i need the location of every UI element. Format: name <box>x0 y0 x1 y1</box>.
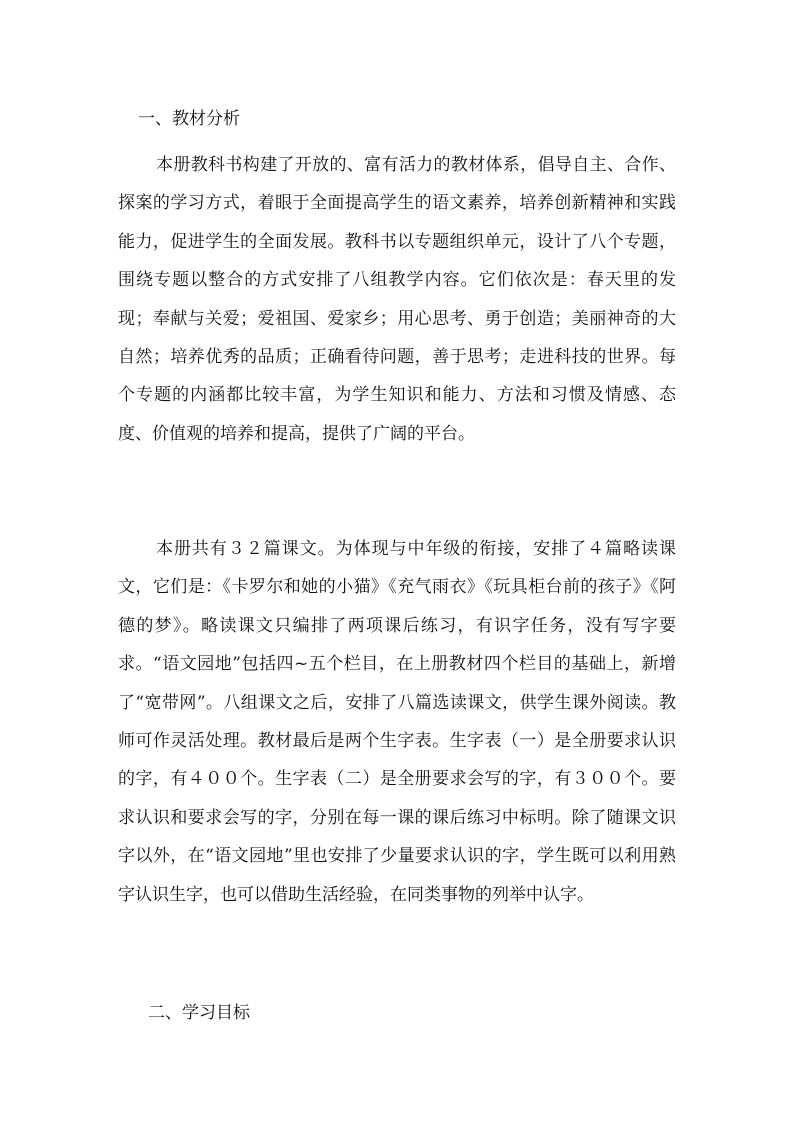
paragraph-lesson-composition: 本册共有３２篇课文。为体现与中年级的衔接，安排了４篇略读课文，它们是：《卡罗尔和她的小猫》《充气雨衣》《玩具柜台前的孩子》《阿德的梦》。略读课文只编排了两项课后练习，有识字任务，没有写字要求。“语文园地”包括四~五个栏目，在上册教材四个栏目的基础上，新增了“宽带网”。八组课文之后，安排了八篇选读课文，供学生课外阅读。教师可作灵活处理。教材最后是两个生字表。生字表（一）是全册要求认识的字，有４００个。生字表（二）是全册要求会写的字，有３００个。要求认识和要求会写的字，分别在每一课的课后练习中标明。除了随课文识字以外，在“语文园地”里也安排了少量要求认识的字，学生既可以利用熟字认识生字，也可以借助生活经验，在同类事物的列举中认字。 <box>118 539 676 905</box>
section-heading-learning-goals: 二、学习目标 <box>148 1003 250 1023</box>
paragraph-textbook-overview: 本册教科书构建了开放的、富有活力的教材体系，倡导自主、合作、探案的学习方式，着眼于全面提高学生的语文素养，培养创新精神和实践能力，促进学生的全面发展。教科书以专题组织单元，设计了八个专题，围绕专题以整合的方式安排了八组教学内容。它们依次是：春天里的发现；奉献与关爱；爱祖国、爱家乡；用心思考、勇于创造；美丽神奇的大自然；培养优秀的品质；正确看待问题，善于思考；走进科技的世界。每个专题的内涵都比较丰富，为学生知识和能力、方法和习惯及情感、态度、价值观的培养和提高，提供了广阔的平台。 <box>118 155 676 444</box>
section-heading-textbook-analysis: 一、教材分析 <box>138 109 240 129</box>
